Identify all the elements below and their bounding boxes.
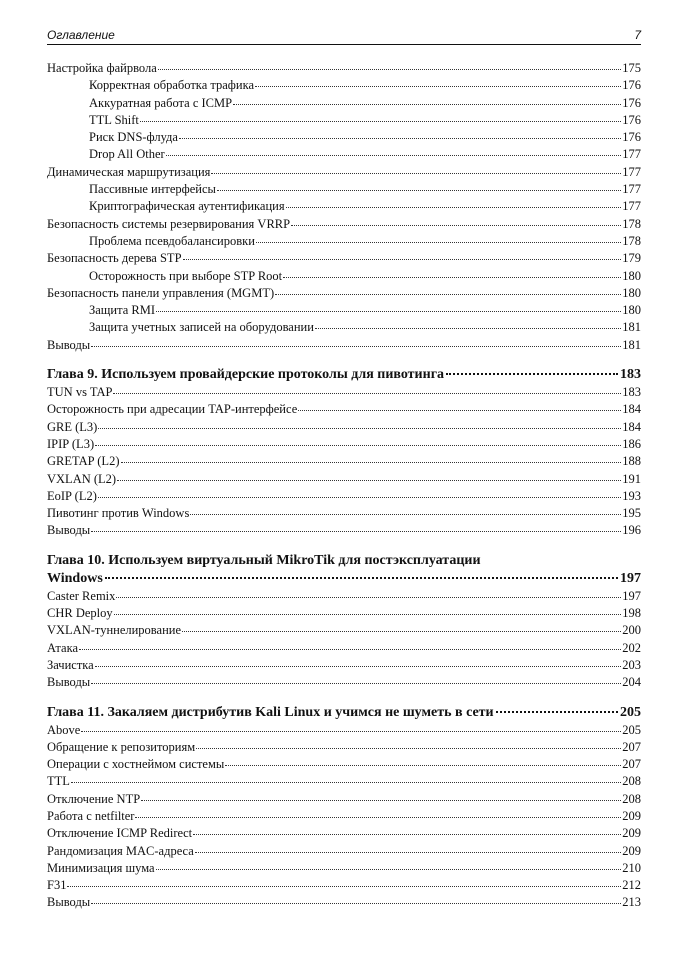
toc-entry[interactable] (47, 268, 641, 285)
toc-entry-page: 177 (622, 147, 641, 162)
toc-entry-title: GRE (L3) (47, 419, 98, 434)
toc-entry-title: Работа с netfilter (47, 808, 135, 823)
toc-entry-page: 181 (622, 320, 641, 335)
toc-entry-page: 205 (622, 722, 641, 737)
dot-leader (91, 903, 621, 904)
dot-leader (298, 410, 621, 411)
toc-entry-title: Настройка файрвола (47, 61, 157, 75)
dot-leader (166, 155, 622, 156)
header-divider (47, 44, 641, 45)
toc-entry-title: Безопасность системы резервирования VRRP (47, 216, 291, 231)
dot-leader (156, 311, 621, 312)
chapter-title: Глава 11. Закаляем дистрибутив Kali Linux и учимся не шуметь в сети (47, 704, 494, 720)
toc-entry-title: Выводы (47, 523, 91, 538)
toc-entry-title: EoIP (L2) (47, 488, 97, 503)
toc-entry[interactable] (47, 505, 641, 522)
toc-entry[interactable] (47, 146, 641, 163)
toc-entry-title: Выводы (47, 895, 91, 910)
dot-leader (67, 886, 621, 887)
dot-leader (183, 259, 622, 260)
toc-entry-title: Выводы (47, 675, 91, 690)
dot-leader (283, 277, 621, 278)
toc-entry-title: VXLAN-туннелирование (47, 623, 182, 638)
toc-entry-page: 177 (622, 199, 641, 214)
dot-leader (98, 497, 621, 498)
toc-entry-title: Caster Remix (47, 588, 116, 603)
dot-leader (156, 869, 622, 870)
toc-entry-page: 193 (622, 488, 641, 503)
dot-leader (91, 531, 621, 532)
dot-leader (81, 731, 621, 732)
dot-leader (116, 597, 621, 598)
toc-entry[interactable] (47, 60, 641, 77)
toc-entry-title: Отключение NTP (47, 791, 141, 806)
dot-leader (217, 190, 621, 191)
table-of-contents (47, 60, 641, 912)
toc-entry-page: 208 (622, 774, 641, 789)
toc-entry[interactable] (47, 722, 641, 739)
toc-entry-page: 195 (622, 506, 641, 521)
toc-entry-title: Осторожность при адресации TAP-интерфейсе (47, 402, 298, 417)
dot-leader (141, 800, 621, 801)
dot-leader (79, 649, 621, 650)
toc-entry-page: 176 (622, 112, 641, 127)
toc-entry-title: CHR Deploy (47, 606, 113, 621)
chapter-title-line1: Глава 10. Используем виртуальный MikroTik для постэксплуатации (47, 552, 481, 568)
toc-entry[interactable] (47, 471, 641, 488)
section-title: Оглавление (47, 28, 115, 42)
dot-leader (140, 121, 621, 122)
chapter-heading[interactable] (47, 366, 641, 384)
toc-entry[interactable] (47, 216, 641, 233)
dot-leader (446, 373, 618, 375)
toc-entry-page: 184 (622, 419, 641, 434)
toc-entry[interactable] (47, 488, 641, 505)
toc-entry-title: Операции с хостнеймом системы (47, 757, 225, 772)
toc-entry-page: 176 (622, 78, 641, 93)
dot-leader (98, 428, 621, 429)
toc-entry[interactable] (47, 605, 641, 622)
toc-entry-page: 202 (622, 640, 641, 655)
toc-entry[interactable] (47, 622, 641, 639)
toc-entry-title: Выводы (47, 337, 91, 352)
running-header (47, 27, 641, 43)
toc-entry[interactable] (47, 588, 641, 605)
toc-entry[interactable] (47, 657, 641, 674)
toc-entry-title: F31 (47, 878, 67, 893)
toc-entry-page: 212 (622, 878, 641, 893)
toc-entry-title: Обращение к репозиториям (47, 739, 196, 754)
toc-entry[interactable] (47, 894, 641, 911)
dot-leader (95, 666, 622, 667)
toc-entry-title: VXLAN (L2) (47, 471, 117, 486)
toc-entry[interactable] (47, 436, 641, 453)
dot-leader (496, 711, 618, 713)
toc-entry[interactable] (47, 384, 641, 401)
toc-entry[interactable] (47, 285, 641, 302)
dot-leader (117, 480, 621, 481)
toc-entry-title: Защита учетных записей на оборудовании (89, 320, 314, 335)
dot-leader (91, 346, 621, 347)
toc-entry[interactable] (47, 825, 641, 842)
toc-entry-page: 180 (622, 303, 641, 318)
toc-entry-page: 197 (622, 588, 641, 603)
toc-entry-page: 204 (622, 675, 641, 690)
chapter-title: Windows (47, 570, 103, 586)
toc-entry[interactable] (47, 77, 641, 94)
toc-entry[interactable] (47, 791, 641, 808)
toc-entry-page: 180 (622, 285, 641, 300)
dot-leader (256, 242, 621, 243)
dot-leader (105, 577, 618, 579)
dot-leader (113, 393, 621, 394)
page-number: 7 (634, 28, 641, 42)
toc-entry[interactable] (47, 112, 641, 129)
dot-leader (95, 445, 621, 446)
toc-entry-page: 178 (622, 233, 641, 248)
toc-entry-page: 176 (622, 95, 641, 110)
toc-entry-page: 175 (622, 61, 641, 75)
toc-entry[interactable] (47, 319, 641, 336)
toc-entry[interactable] (47, 95, 641, 112)
toc-entry-title: Зачистка (47, 657, 94, 672)
toc-entry-title: Динамическая маршрутизация (47, 164, 211, 179)
toc-entry-title: Криптографическая аутентификация (89, 199, 285, 214)
dot-leader (91, 683, 621, 684)
dot-leader (114, 614, 622, 615)
toc-entry-title: Корректная обработка трафика (89, 78, 255, 93)
toc-entry-page: 210 (622, 860, 641, 875)
toc-entry-page: 186 (622, 436, 641, 451)
toc-entry-title: Минимизация шума (47, 860, 155, 875)
toc-entry-title: TTL (47, 774, 70, 789)
toc-entry-title: Пассивные интерфейсы (89, 182, 216, 197)
toc-entry[interactable] (47, 181, 641, 198)
toc-entry-page: 184 (622, 402, 641, 417)
toc-entry-page: 176 (622, 130, 641, 145)
toc-entry[interactable] (47, 419, 641, 436)
chapter-heading[interactable] (47, 704, 641, 722)
dot-leader (182, 631, 621, 632)
toc-entry-page: 188 (622, 454, 641, 469)
chapter-page: 197 (620, 570, 641, 586)
dot-leader (193, 834, 621, 835)
dot-leader (135, 817, 621, 818)
toc-entry-page: 200 (622, 623, 641, 638)
toc-entry-title: Риск DNS-флуда (89, 130, 178, 145)
dot-leader (71, 782, 621, 783)
toc-entry-title: IPIP (L3) (47, 436, 95, 451)
toc-entry[interactable] (47, 756, 641, 773)
toc-entry[interactable] (47, 401, 641, 418)
dot-leader (225, 765, 621, 766)
toc-entry-title: Аккуратная работа с ICMP (89, 95, 233, 110)
toc-entry[interactable] (47, 233, 641, 250)
toc-entry-title: GRETAP (L2) (47, 454, 120, 469)
toc-entry-title: Above (47, 722, 81, 737)
toc-entry-title: Рандомизация MAC-адреса (47, 843, 194, 858)
toc-entry[interactable] (47, 302, 641, 319)
toc-entry-page: 198 (622, 606, 641, 621)
chapter-page: 183 (620, 367, 641, 383)
dot-leader (291, 225, 621, 226)
toc-entry-title: Пивотинг против Windows (47, 506, 190, 521)
toc-entry-page: 207 (622, 739, 641, 754)
dot-leader (195, 852, 621, 853)
toc-entry-page: 181 (622, 337, 641, 352)
toc-entry[interactable] (47, 739, 641, 756)
toc-entry-title: Проблема псевдобалансировки (89, 233, 255, 248)
toc-entry[interactable] (47, 843, 641, 860)
toc-entry[interactable] (47, 640, 641, 657)
toc-entry-page: 180 (622, 268, 641, 283)
dot-leader (286, 207, 622, 208)
toc-entry-title: Drop All Other (89, 147, 165, 162)
toc-entry-page: 209 (622, 826, 641, 841)
dot-leader (255, 86, 621, 87)
toc-entry[interactable] (47, 773, 641, 790)
toc-entry-title: Безопасность дерева STP (47, 251, 182, 266)
dot-leader (190, 514, 621, 515)
toc-entry-page: 208 (622, 791, 641, 806)
toc-entry-page: 196 (622, 523, 641, 538)
chapter-block (47, 366, 641, 540)
toc-entry-page: 183 (622, 385, 641, 400)
toc-entry[interactable] (47, 877, 641, 894)
toc-entry[interactable] (47, 808, 641, 825)
toc-entry[interactable] (47, 860, 641, 877)
toc-entry-page: 209 (622, 843, 641, 858)
toc-entry[interactable] (47, 453, 641, 470)
dot-leader (315, 328, 621, 329)
dot-leader (275, 294, 621, 295)
toc-entry-title: Атака (47, 640, 78, 655)
toc-entry[interactable] (47, 522, 641, 539)
toc-entry[interactable] (47, 337, 641, 354)
dot-leader (233, 104, 621, 105)
toc-entry-title: Осторожность при выборе STP Root (89, 268, 283, 283)
dot-leader (121, 462, 622, 463)
toc-entry-page: 178 (622, 216, 641, 231)
toc-entry-page: 213 (622, 895, 641, 910)
toc-entry-page: 207 (622, 757, 641, 772)
dot-leader (158, 69, 621, 70)
toc-entry[interactable] (47, 164, 641, 181)
toc-entry-page: 203 (622, 657, 641, 672)
toc-entry-title: Отключение ICMP Redirect (47, 826, 193, 841)
toc-entry-page: 177 (622, 164, 641, 179)
toc-entry[interactable] (47, 250, 641, 267)
dot-leader (211, 173, 621, 174)
dot-leader (196, 748, 621, 749)
dot-leader (179, 138, 621, 139)
toc-entry-title: TTL Shift (89, 112, 139, 127)
toc-entry-title: TUN vs TAP (47, 385, 113, 400)
toc-entry-page: 179 (622, 251, 641, 266)
toc-entry[interactable] (47, 198, 641, 215)
toc-entry-page: 209 (622, 808, 641, 823)
chapter-heading[interactable] (47, 552, 641, 588)
chapter-block (47, 704, 641, 912)
chapter-page: 205 (620, 704, 641, 720)
toc-entry-title: Безопасность панели управления (MGMT) (47, 285, 275, 300)
toc-entry-title: Защита RMI (89, 303, 156, 318)
chapter-title: Глава 9. Используем провайдерские протоколы для пивотинга (47, 367, 445, 383)
toc-entry[interactable] (47, 129, 641, 146)
toc-entry-page: 177 (622, 182, 641, 197)
toc-entry-page: 191 (622, 471, 641, 486)
chapter-block (47, 552, 641, 692)
toc-entry[interactable] (47, 674, 641, 691)
